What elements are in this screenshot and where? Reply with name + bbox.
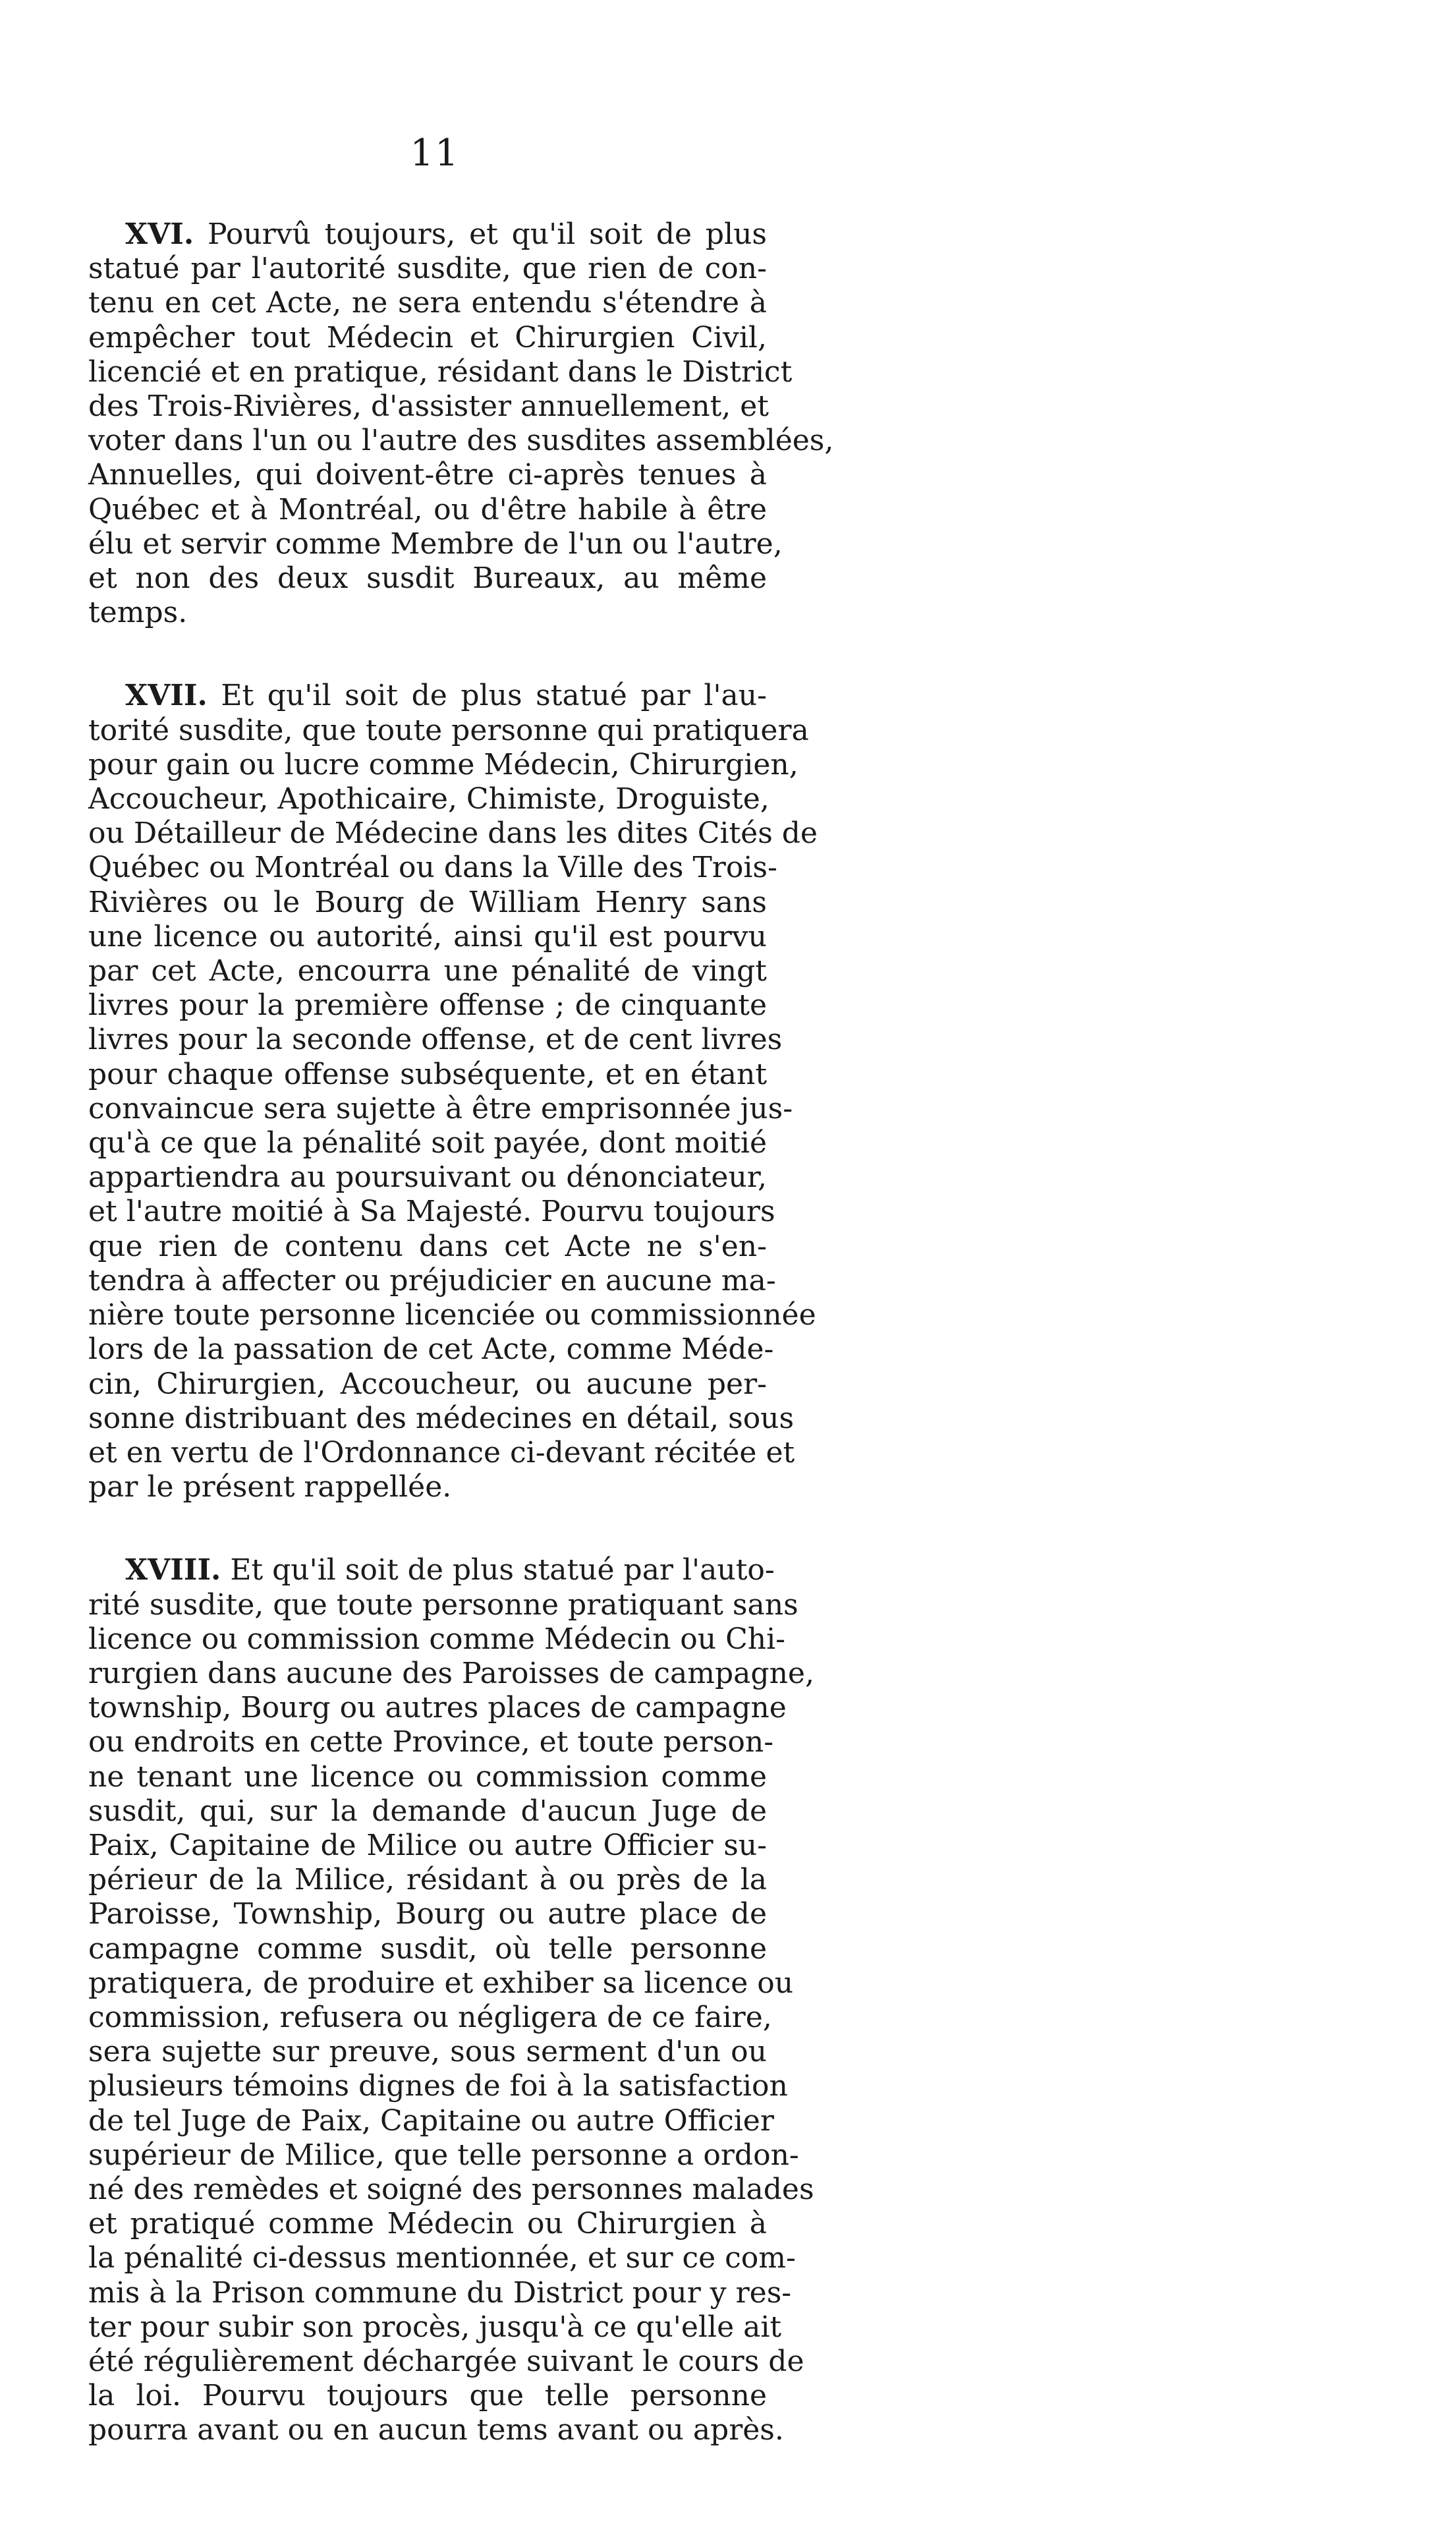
text-line: voter dans l'un ou l'autre des susdites assemblées, <box>88 424 834 458</box>
text-line: temps. <box>88 596 188 630</box>
text-line: pratiquera, de produire et exhiber sa licence ou <box>88 1966 794 2000</box>
text-line: et en vertu de l'Ordonnance ci-devant récitée et <box>88 1435 795 1469</box>
text-line: par cet Acte, encourra une pénalité de vingt <box>88 954 767 988</box>
text-line: Accoucheur, Apothicaire, Chimiste, Droguiste, <box>88 782 770 816</box>
article-number: XVIII. <box>125 1553 221 1587</box>
text-line: périeur de la Milice, résidant à ou près de la <box>88 1863 767 1897</box>
text-line: statué par l'autorité susdite, que rien de con- <box>88 252 767 286</box>
text-line: plusieurs témoins dignes de foi à la satisfaction <box>88 2069 788 2103</box>
text-line: Paix, Capitaine de Milice ou autre Officier su- <box>88 1828 767 1862</box>
text-block <box>88 217 834 2497</box>
text-line: par le présent rappellée. <box>88 1470 452 1504</box>
text-line: des Trois-Rivières, d'assister annuellement, et <box>88 389 769 424</box>
text-line: né des remèdes et soigné des personnes malades <box>88 2172 814 2206</box>
text-line: pour chaque offense subséquente, et en étant <box>88 1057 767 1091</box>
text-line: qu'à ce que la pénalité soit payée, dont moitié <box>88 1126 767 1160</box>
text-line: livres pour la seconde offense, et de cent livres <box>88 1023 783 1057</box>
text-line: de tel Juge de Paix, Capitaine ou autre Officier <box>88 2103 774 2138</box>
text-line: lors de la passation de cet Acte, comme Méde- <box>88 1332 774 1367</box>
article-text: Pourvû toujours, et qu'il soit de plus <box>194 217 767 251</box>
text-line <box>88 217 767 252</box>
text-line: Paroisse, Township, Bourg ou autre place de <box>88 1897 767 1931</box>
text-line: Annuelles, qui doivent-être ci-après tenues à <box>88 458 767 492</box>
text-line: empêcher tout Médecin et Chirurgien Civil, <box>88 320 767 355</box>
text-line: et pratiqué comme Médecin ou Chirurgien à <box>88 2207 767 2241</box>
text-line: une licence ou autorité, ainsi qu'il est pourvu <box>88 919 767 954</box>
article-text: Et qu'il soit de plus statué par l'au- <box>207 679 767 713</box>
text-line: élu et servir comme Membre de l'un ou l'autre, <box>88 527 783 561</box>
text-line: ou endroits en cette Province, et toute person- <box>88 1725 774 1759</box>
text-line: campagne comme susdit, où telle personne <box>88 1931 767 1966</box>
text-line: la pénalité ci-dessus mentionnée, et sur ce com- <box>88 2241 796 2275</box>
text-line: Québec et à Montréal, ou d'être habile à être <box>88 492 767 527</box>
text-line: sera sujette sur preuve, sous serment d'un ou <box>88 2035 767 2069</box>
text-line: ou Détailleur de Médecine dans les dites Cités de <box>88 816 818 851</box>
text-line: commission, refusera ou négligera de ce faire, <box>88 2000 772 2034</box>
text-line: ter pour subir son procès, jusqu'à ce qu'elle ait <box>88 2310 782 2344</box>
text-line: et non des deux susdit Bureaux, au même <box>88 561 767 596</box>
text-line: pour gain ou lucre comme Médecin, Chirurgien, <box>88 747 798 782</box>
text-line: Rivières ou le Bourg de William Henry sans <box>88 885 767 919</box>
text-line: convaincue sera sujette à être emprisonnée jus- <box>88 1091 793 1126</box>
text-line: tenu en cet Acte, ne sera entendu s'étendre à <box>88 286 767 320</box>
text-line: la loi. Pourvu toujours que telle personne <box>88 2379 767 2413</box>
text-line: susdit, qui, sur la demande d'aucun Juge de <box>88 1794 767 1828</box>
text-line: tendra à affecter ou préjudicier en aucune ma- <box>88 1263 776 1298</box>
article-paragraph <box>88 217 834 630</box>
text-line: Québec ou Montréal ou dans la Ville des Trois- <box>88 851 777 885</box>
text-line: été régulièrement déchargée suivant le cours de <box>88 2344 804 2378</box>
article-number: XVI. <box>125 217 194 251</box>
text-line: licence ou commission comme Médecin ou Chi- <box>88 1622 786 1656</box>
article-paragraph <box>88 679 818 1504</box>
text-line: supérieur de Milice, que telle personne a ordon- <box>88 2138 799 2172</box>
text-line: ne tenant une licence ou commission comme <box>88 1759 767 1794</box>
text-line: nière toute personne licenciée ou commissionnée <box>88 1298 816 1332</box>
text-line: mis à la Prison commune du District pour y res- <box>88 2275 792 2310</box>
text-line: appartiendra au poursuivant ou dénonciateur, <box>88 1160 767 1195</box>
text-line: et l'autre moitié à Sa Majesté. Pourvu toujours <box>88 1195 775 1229</box>
text-line <box>88 679 767 713</box>
page-number: 11 <box>410 132 460 175</box>
article-number: XVII. <box>125 679 208 713</box>
text-line: torité susdite, que toute personne qui pratiquera <box>88 713 809 747</box>
text-line: rité susdite, que toute personne pratiquant sans <box>88 1587 798 1622</box>
text-line: livres pour la première offense ; de cinquante <box>88 988 767 1023</box>
article-paragraph <box>88 1553 814 2447</box>
text-line: licencié et en pratique, résidant dans le District <box>88 355 793 389</box>
article-text: Et qu'il soit de plus statué par l'auto- <box>221 1553 775 1587</box>
text-line: sonne distribuant des médecines en détail, sous <box>88 1401 795 1435</box>
text-line: township, Bourg ou autres places de campagne <box>88 1691 787 1725</box>
text-line: cin, Chirurgien, Accoucheur, ou aucune per- <box>88 1367 767 1401</box>
text-line: rurgien dans aucune des Paroisses de campagne, <box>88 1656 814 1690</box>
text-line: que rien de contenu dans cet Acte ne s'en- <box>88 1229 767 1263</box>
text-line: pourra avant ou en aucun tems avant ou après. <box>88 2413 784 2447</box>
text-line <box>88 1553 775 1587</box>
